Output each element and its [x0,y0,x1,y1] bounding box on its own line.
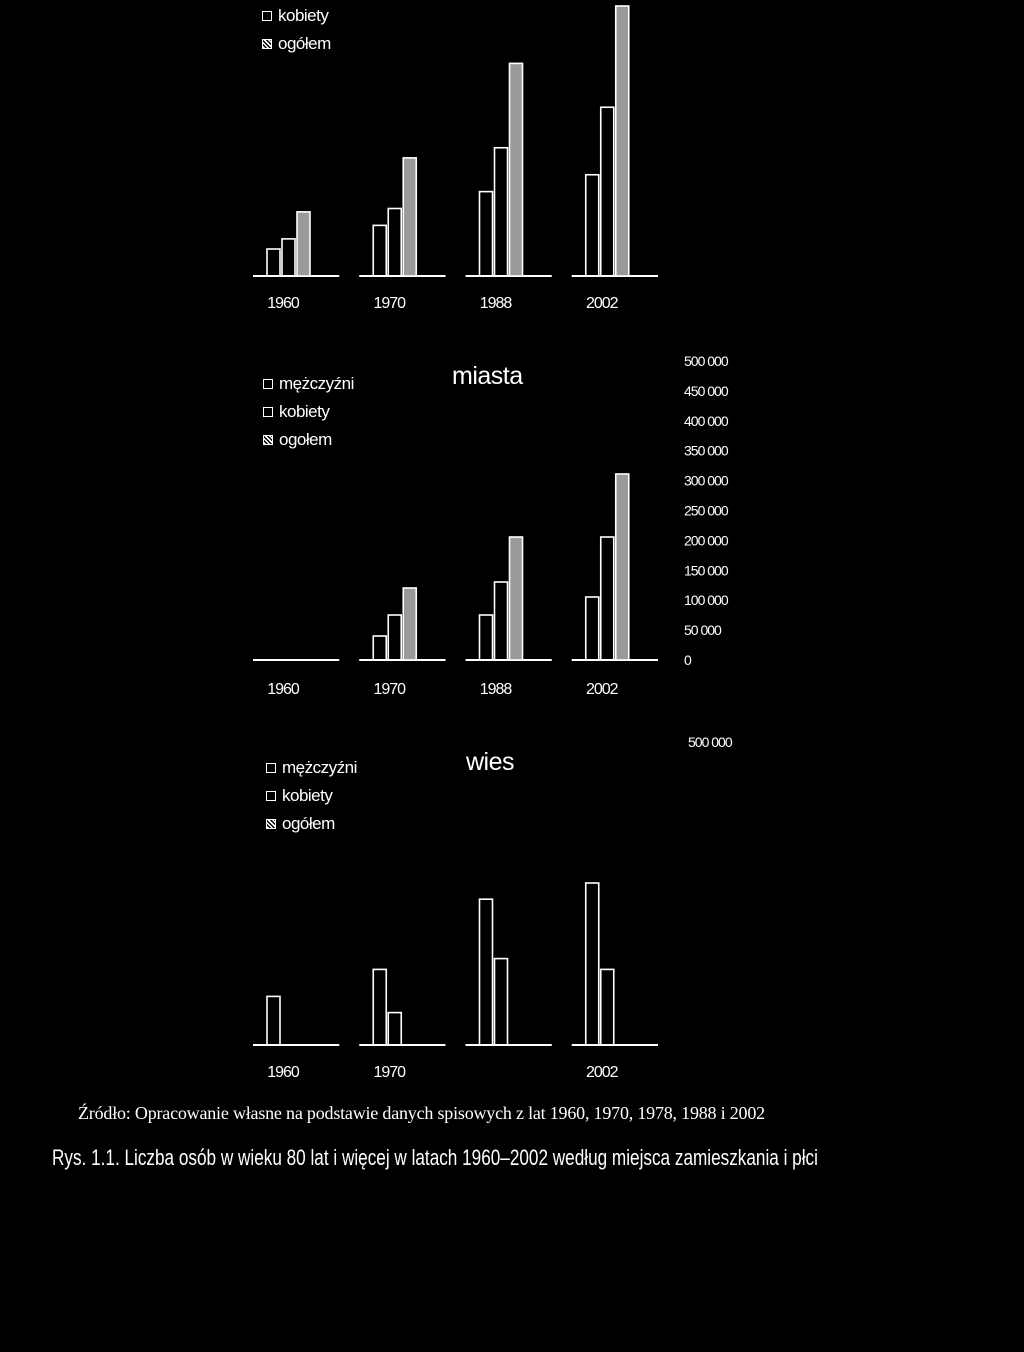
y-tick-label: 50 000 [684,622,721,639]
bar [586,883,599,1045]
legend-label: kobiety [279,402,330,421]
x-tick-label: 1960 [267,1064,299,1081]
source-note: Źródło: Opracowanie własne na podstawie danych spisowych z lat 1960, 1970, 1978, 1988 i 2002 [78,1103,765,1123]
x-tick-label: 1988 [479,295,512,312]
legend-label: ogołem [279,430,332,449]
x-tick-label: 1970 [373,295,406,312]
y-tick-label: 100 000 [684,592,728,609]
y-tick-label: 500 000 [688,734,732,750]
x-tick-label: 1970 [373,681,406,698]
bar [267,996,280,1045]
chart-title: miasta [452,362,523,390]
x-tick-label: 1960 [267,681,299,698]
chart-title: wies [466,748,515,776]
bar [480,899,493,1045]
legend-label: kobiety [282,786,333,805]
bar [373,969,386,1045]
y-tick-label: 400 000 [684,412,728,429]
y-tick-label: 300 000 [684,472,728,489]
legend-label: ogółem [282,814,335,833]
figure-caption: Rys. 1.1. Liczba osób w wieku 80 lat i więcej w latach 1960–2002 według miejsca zamieszkania i płci [52,1145,818,1170]
y-tick-label: 500 000 [684,353,728,369]
bar [601,969,614,1045]
x-tick-label: 1970 [373,1064,406,1081]
legend-label: ogółem [278,34,331,53]
legend-label: mężczyźni [282,758,357,777]
x-tick-label: 2002 [585,1064,618,1081]
bar [495,959,508,1045]
y-tick-label: 250 000 [684,502,728,519]
y-tick-label: 0 [684,652,691,668]
y-tick-label: 350 000 [684,442,728,459]
x-tick-label: 2002 [585,681,618,698]
x-tick-label: 1988 [479,681,512,698]
x-tick-label: 1960 [267,295,299,312]
legend-label: kobiety [278,6,329,25]
y-tick-label: 200 000 [684,532,728,549]
x-tick-label: 2002 [585,295,618,312]
legend-label: mężczyźni [279,374,354,393]
y-tick-label: 450 000 [684,382,728,399]
bar [388,1013,401,1045]
y-tick-label: 150 000 [684,562,728,579]
